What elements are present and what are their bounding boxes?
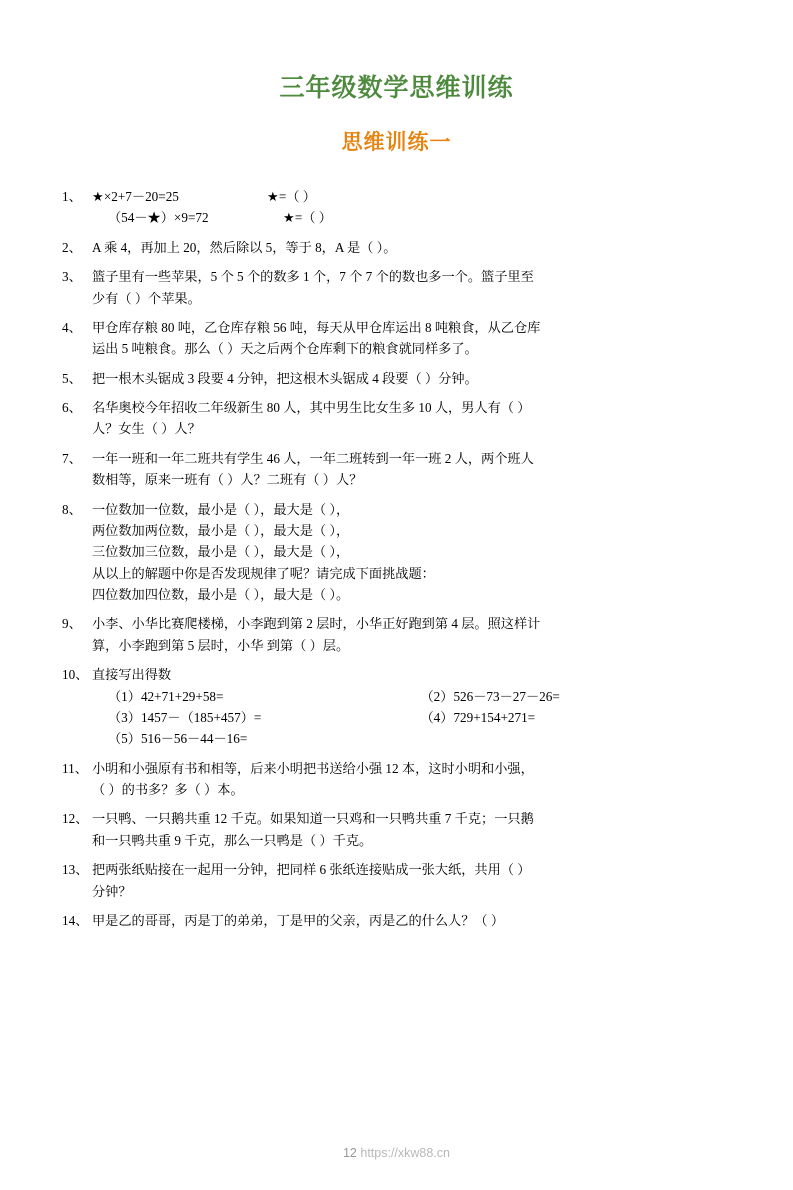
question-number: 7、 [62, 450, 82, 466]
page-title: 三年级数学思维训练 [279, 73, 514, 102]
question-number: 11、 [62, 760, 88, 776]
question-text: （ ）的书多？多（ ）本。 [92, 782, 244, 797]
watermark-text: https://xkw88.cn [360, 1146, 450, 1160]
question-number: 4、 [62, 319, 82, 335]
question-line [92, 207, 733, 228]
question-item [62, 186, 733, 229]
question-number: 1、 [62, 189, 82, 204]
question-body [92, 499, 733, 606]
question-item [62, 397, 733, 440]
question-item [62, 237, 733, 258]
question-body [92, 808, 733, 851]
question-text: 两位数加两位数，最小是（ ），最大是（ ）， [92, 522, 350, 538]
sub-question: （4）729+154+271= [420, 709, 536, 725]
question-text: 和一只鸭共重 9 千克，那么一只鸭是（ ）千克。 [92, 832, 373, 848]
question-line [92, 186, 733, 207]
question-item [62, 448, 733, 491]
question-body [92, 368, 733, 389]
question-text: A 乘 4，再加上 20，然后除以 5，等于 8，A 是（ ）。 [92, 239, 397, 255]
question-text: 直接写出得数 [92, 667, 172, 683]
question-item [62, 859, 733, 902]
question-item [62, 808, 733, 851]
question-text: 一年一班和一年二班共有学生 46 人，一年二班转到一年一班 2 人，两个班人 [92, 450, 534, 466]
question-answer-blank: ★=（ ） [267, 189, 316, 204]
questions-list [62, 186, 733, 931]
question-body [92, 664, 733, 750]
question-text: ★×2+7－20=25 [92, 189, 179, 204]
page-footer [0, 1146, 793, 1160]
question-text: 把两张纸贴接在一起用一分钟，把同样 6 张纸连接贴成一张大纸，共用（ ） [92, 862, 531, 878]
question-item [62, 758, 733, 801]
question-body [92, 266, 733, 309]
question-number: 8、 [62, 501, 82, 517]
question-item [62, 266, 733, 309]
question-text: 小明和小强原有书和相等，后来小明把书送给小强 12 本，这时小明和小强， [92, 760, 534, 776]
question-number: 10、 [62, 667, 89, 683]
document-page [0, 68, 793, 1190]
question-text: 四位数加四位数，最小是（ ），最大是（ ）。 [92, 587, 350, 602]
question-text: 一只鸭、一只鹅共重 12 千克。如果知道一只鸡和一只鸭共重 7 千克；一只鹅 [92, 811, 534, 827]
question-text: 数相等，原来一班有（ ）人？二班有（ ）人？ [92, 472, 363, 488]
question-item [62, 317, 733, 360]
sub-question: （1）42+71+29+58= [108, 688, 224, 704]
question-body [92, 317, 733, 360]
question-body [92, 910, 733, 931]
question-text: 三位数加三位数，最小是（ ），最大是（ ）， [92, 544, 350, 560]
sub-question: （3）1457－（185+457）= [108, 709, 262, 725]
question-number: 5、 [62, 370, 82, 386]
page-subtitle: 思维训练一 [341, 130, 452, 154]
question-text: （54－★）×9=72 [108, 210, 209, 226]
question-body [92, 758, 733, 801]
question-body [92, 237, 733, 258]
question-number: 6、 [62, 400, 82, 415]
question-text: 运出 5 吨粮食。那么（ ）天之后两个仓库剩下的粮食就同样多了。 [92, 341, 478, 357]
question-body [92, 613, 733, 656]
question-text: 算，小李跑到第 5 层时，小华 到第（ ）层。 [92, 637, 350, 653]
sub-question: （2）526－73－27－26= [420, 688, 560, 704]
question-text: 一位数加一位数，最小是（ ），最大是（ ）， [92, 501, 350, 517]
question-number: 2、 [62, 239, 82, 255]
question-body [92, 859, 733, 902]
question-text: 甲仓库存粮 80 吨，乙仓库存粮 56 吨，每天从甲仓库运出 8 吨粮食，从乙仓库 [92, 319, 541, 335]
question-text: 篮子里有一些苹果，5 个 5 个的数多 1 个，7 个 7 个的数也多一个。篮子里至 [92, 269, 534, 285]
question-text: 把一根木头锯成 3 段要 4 分钟，把这根木头锯成 4 段要（ ）分钟。 [92, 370, 478, 386]
question-text: 甲是乙的哥哥，丙是丁的弟弟，丁是甲的父亲，丙是乙的什么人？（ ） [92, 912, 505, 928]
question-text: 少有（ ）个苹果。 [92, 290, 201, 306]
question-body [92, 448, 733, 491]
question-item [62, 499, 733, 606]
question-text: 小李、小华比赛爬楼梯，小李跑到第 2 层时，小华正好跑到第 4 层。照这样计 [92, 616, 541, 632]
question-answer-blank: ★=（ ） [283, 210, 332, 226]
question-body [92, 397, 733, 440]
question-item [62, 664, 733, 750]
question-number: 13、 [62, 862, 89, 878]
question-text: 名华奥校今年招收二年级新生 80 人，其中男生比女生多 10 人，男人有（ ） [92, 400, 531, 415]
question-text: 人？女生（ ）人？ [92, 421, 201, 437]
question-item [62, 613, 733, 656]
question-number: 14、 [62, 912, 89, 928]
question-number: 9、 [62, 616, 82, 632]
question-number: 3、 [62, 269, 82, 285]
question-number: 12、 [62, 811, 89, 827]
question-item [62, 910, 733, 931]
sub-question: （5）516－56－44－16= [108, 731, 248, 747]
page-number: 12 [342, 1146, 357, 1160]
question-text: 分钟？ [92, 883, 132, 899]
question-body [92, 186, 733, 229]
sub-questions [92, 686, 733, 750]
question-item [62, 368, 733, 389]
question-text: 从以上的解题中你是否发现规律了呢？请完成下面挑战题： [92, 565, 435, 581]
